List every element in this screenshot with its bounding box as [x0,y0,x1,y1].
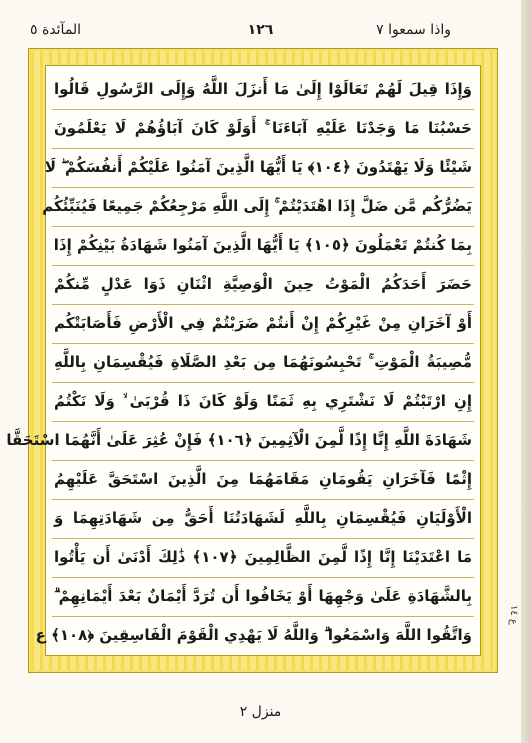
text-line-13: مَا اعْتَدَيْنَا إِنَّا إِذًا لَّمِنَ الظَّالِمِينَ ﴿١٠٧﴾ ذَٰلِكَ أَدْنَىٰ أَن يَأْتُوا [54,548,472,566]
line-rule [52,304,474,305]
line-rule [52,265,474,266]
text-line-10: شَهَادَةَ اللَّهِ إِنَّا إِذًا لَّمِنَ الْآثِمِينَ ﴿١٠٦﴾ فَإِنْ عُثِرَ عَلَىٰ أَنَّهُمَا اسْتَحَقَّا [6,431,472,449]
text-area [6,65,481,656]
text-line-11: إِثْمًا فَآخَرَانِ يَقُومَانِ مَقَامَهُمَا مِنَ الَّذِينَ اسْتَحَقَّ عَلَيْهِمُ [54,470,472,488]
text-line-4: يَضُرُّكُم مَّن ضَلَّ إِذَا اهْتَدَيْتُمْ ۚ إِلَى اللَّهِ مَرْجِعُكُمْ جَمِيعًا فَيُنَبِّئُكُم [42,197,472,215]
text-line-14: بِالشَّهَادَةِ عَلَىٰ وَجْهِهَا أَوْ يَخَافُوا أَن تُرَدَّ أَيْمَانٌ بَعْدَ أَيْمَانِهِمْ ۗ [54,587,472,605]
page-number: ١٢٦ [247,22,274,38]
line-rule [52,460,474,461]
text-line-15: وَاتَّقُوا اللَّهَ وَاسْمَعُوا ۗ وَاللَّهُ لَا يَهْدِي الْقَوْمَ الْفَاسِقِينَ ﴿١٠٨﴾ ع [35,626,472,644]
line-rule [52,538,474,539]
line-rule [52,187,474,188]
line-rule [52,577,474,578]
text-line-9: إِنِ ارْتَبْتُمْ لَا نَشْتَرِي بِهِ ثَمَنًا وَلَوْ كَانَ ذَا قُرْبَىٰ ۙ وَلَا نَكْتُمُ [54,392,472,410]
text-line-8: مُّصِيبَةُ الْمَوْتِ ۚ تَحْبِسُونَهُمَا مِن بَعْدِ الصَّلَاةِ فَيُقْسِمَانِ بِاللَّهِ [54,353,472,371]
text-line-5: بِمَا كُنتُمْ تَعْمَلُونَ ﴿١٠٥﴾ يَا أَيُّهَا الَّذِينَ آمَنُوا شَهَادَةُ بَيْنِكُمْ إِذَا [53,236,472,254]
text-line-1: وَإِذَا قِيلَ لَهُمْ تَعَالَوْا إِلَىٰ مَا أَنزَلَ اللَّهُ وَإِلَى الرَّسُولِ قَالُوا [54,80,472,98]
text-line-6: حَضَرَ أَحَدَكُمُ الْمَوْتُ حِينَ الْوَصِيَّةِ اثْنَانِ ذَوَا عَدْلٍ مِّنكُمْ [54,275,472,293]
line-rule [52,421,474,422]
surah-name-header: المآئدة ٥ [30,22,82,38]
line-rule [52,226,474,227]
manzil-footer: منزل ٢ [239,704,282,720]
page-spine [521,0,531,743]
line-rule [52,109,474,110]
juz-name-header: واذا سمعوا ٧ [376,22,451,38]
text-line-3: شَيْئًا وَلَا يَهْتَدُونَ ﴿١٠٤﴾ يَا أَيُّهَا الَّذِينَ آمَنُوا عَلَيْكُمْ أَنفُسَكُمْ ۖ لَا [44,158,472,176]
decorative-border [6,48,498,673]
text-line-2: حَسْبُنَا مَا وَجَدْنَا عَلَيْهِ آبَاءَنَا ۚ أَوَلَوْ كَانَ آبَاؤُهُمْ لَا يَعْلَمُونَ [54,119,472,137]
line-rule [52,616,474,617]
line-rule [52,499,474,500]
line-rule [52,343,474,344]
ruku-marker: ع ١٤ [508,605,519,625]
line-rule [52,148,474,149]
text-line-12: الْأَوْلَيَانِ فَيُقْسِمَانِ بِاللَّهِ لَشَهَادَتُنَا أَحَقُّ مِن شَهَادَتِهِمَا وَ [54,509,472,527]
line-rule [52,382,474,383]
text-line-7: أَوْ آخَرَانِ مِنْ غَيْرِكُمْ إِنْ أَنتُمْ ضَرَبْتُمْ فِي الْأَرْضِ فَأَصَابَتْكُم [54,314,472,332]
